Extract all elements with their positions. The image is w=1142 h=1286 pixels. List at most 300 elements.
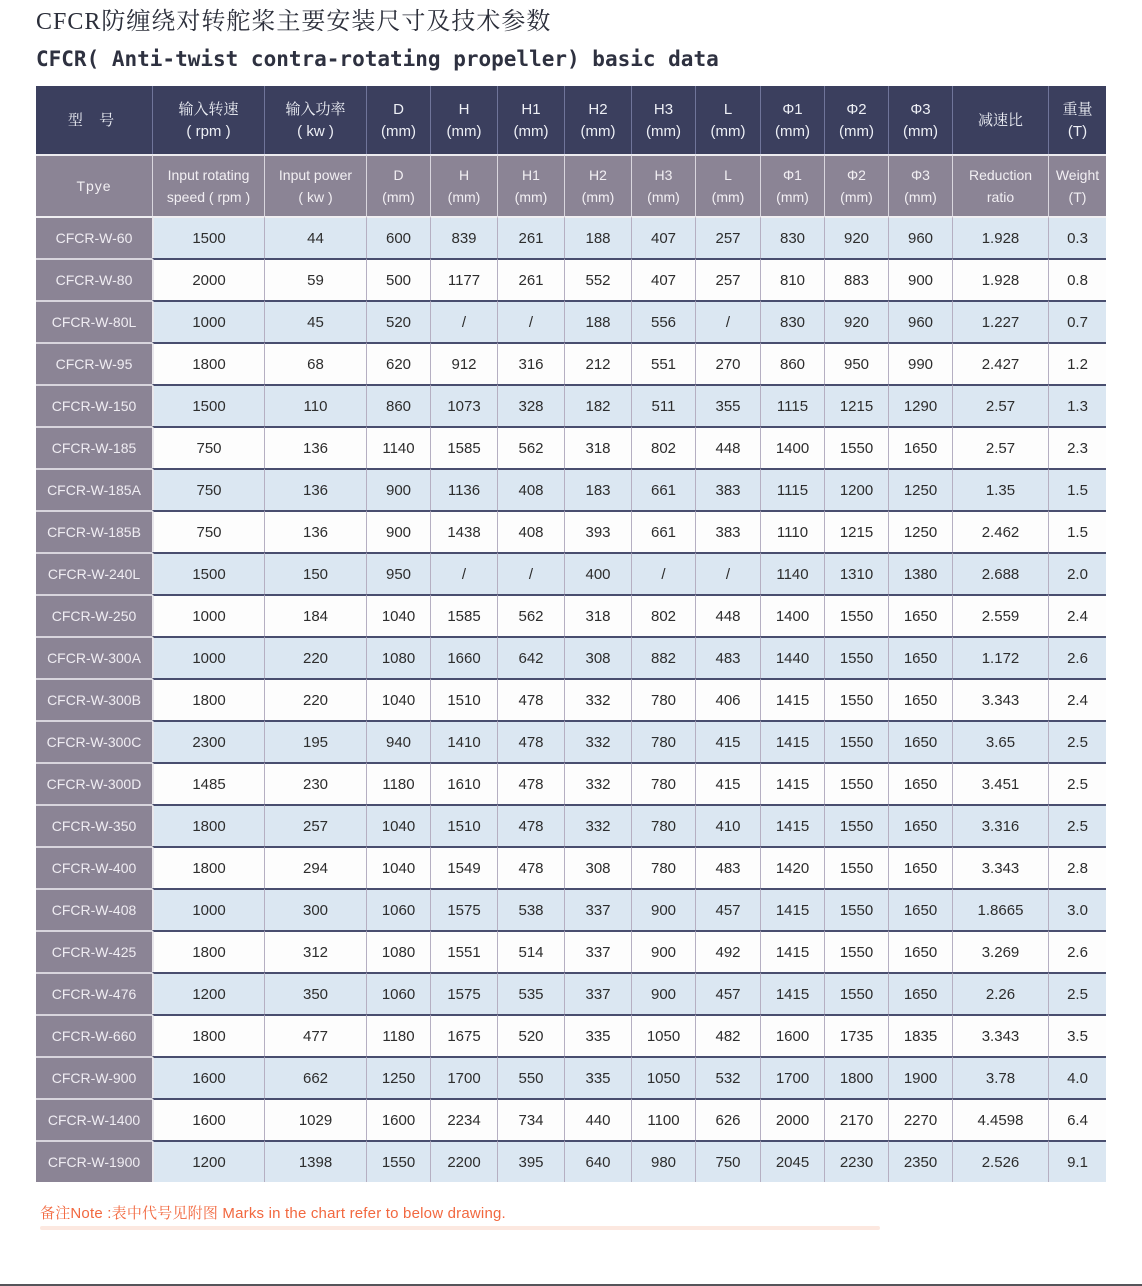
cell-l: /: [695, 552, 760, 594]
col-header-en-d: D (mm): [366, 154, 430, 216]
row-header-type: CFCR-W-150: [36, 384, 152, 426]
cell-phi2: 1550: [824, 426, 888, 468]
cell-input-power: 300: [264, 888, 366, 930]
header-row-en: [36, 154, 1106, 216]
cell-phi2: 950: [824, 342, 888, 384]
cell-h: 1575: [430, 972, 497, 1014]
cell-d: 900: [366, 510, 430, 552]
table-row: [36, 804, 1106, 846]
cell-h2: 393: [564, 510, 631, 552]
cell-phi1: 1700: [760, 1056, 824, 1098]
cell-h: 839: [430, 216, 497, 258]
cell-h1: 395: [497, 1140, 564, 1182]
col-header-cn-input-power: 输入功率 ( kw ): [264, 86, 366, 154]
cell-h2: 337: [564, 888, 631, 930]
cell-phi1: 1415: [760, 720, 824, 762]
table-row: [36, 1056, 1106, 1098]
cell-reduction-ratio: 3.65: [952, 720, 1048, 762]
cell-l: 482: [695, 1014, 760, 1056]
cell-h3: 802: [631, 594, 695, 636]
col-header-en-type: Tpye: [36, 154, 152, 216]
col-header-cn-h: H (mm): [430, 86, 497, 154]
cell-phi1: 1415: [760, 888, 824, 930]
cell-l: 483: [695, 846, 760, 888]
footnote-underline: [40, 1226, 880, 1230]
table-row: [36, 384, 1106, 426]
table-row: [36, 426, 1106, 468]
cell-d: 1040: [366, 804, 430, 846]
cell-h1: 550: [497, 1056, 564, 1098]
cell-d: 1040: [366, 678, 430, 720]
cell-phi3: 1250: [888, 468, 952, 510]
table-row: [36, 258, 1106, 300]
table-row: [36, 678, 1106, 720]
cell-phi3: 900: [888, 258, 952, 300]
col-header-en-phi1: Φ1 (mm): [760, 154, 824, 216]
cell-phi2: 1215: [824, 384, 888, 426]
cell-phi3: 1250: [888, 510, 952, 552]
cell-weight: 3.5: [1048, 1014, 1106, 1056]
cell-h1: 562: [497, 426, 564, 468]
cell-weight: 1.3: [1048, 384, 1106, 426]
cell-l: /: [695, 300, 760, 342]
row-header-type: CFCR-W-300D: [36, 762, 152, 804]
cell-h3: 551: [631, 342, 695, 384]
cell-reduction-ratio: 1.227: [952, 300, 1048, 342]
cell-h1: 734: [497, 1098, 564, 1140]
cell-phi1: 860: [760, 342, 824, 384]
row-header-type: CFCR-W-185: [36, 426, 152, 468]
table-row: [36, 888, 1106, 930]
cell-h: 1700: [430, 1056, 497, 1098]
cell-h1: 520: [497, 1014, 564, 1056]
row-header-type: CFCR-W-80: [36, 258, 152, 300]
cell-h2: 440: [564, 1098, 631, 1140]
cell-phi3: 1650: [888, 972, 952, 1014]
cell-h: 1610: [430, 762, 497, 804]
cell-weight: 2.4: [1048, 594, 1106, 636]
spec-table: [36, 86, 1106, 1182]
cell-weight: 2.5: [1048, 804, 1106, 846]
cell-d: 1040: [366, 846, 430, 888]
cell-h2: 308: [564, 636, 631, 678]
cell-input-power: 220: [264, 636, 366, 678]
cell-input-power: 136: [264, 510, 366, 552]
cell-input-speed: 1485: [152, 762, 264, 804]
cell-phi1: 1140: [760, 552, 824, 594]
table-row: [36, 846, 1106, 888]
table-row: [36, 594, 1106, 636]
cell-reduction-ratio: 2.26: [952, 972, 1048, 1014]
cell-h3: 780: [631, 846, 695, 888]
cell-l: 410: [695, 804, 760, 846]
cell-h: 1410: [430, 720, 497, 762]
cell-reduction-ratio: 4.4598: [952, 1098, 1048, 1140]
cell-h: 1073: [430, 384, 497, 426]
cell-d: 1060: [366, 972, 430, 1014]
cell-reduction-ratio: 3.78: [952, 1056, 1048, 1098]
cell-d: 1060: [366, 888, 430, 930]
cell-h1: 478: [497, 804, 564, 846]
cell-h1: 328: [497, 384, 564, 426]
cell-input-power: 662: [264, 1056, 366, 1098]
col-header-cn-h1: H1 (mm): [497, 86, 564, 154]
table-row: [36, 972, 1106, 1014]
cell-h2: 640: [564, 1140, 631, 1182]
cell-h3: 1100: [631, 1098, 695, 1140]
row-header-type: CFCR-W-1900: [36, 1140, 152, 1182]
row-header-type: CFCR-W-476: [36, 972, 152, 1014]
row-header-type: CFCR-W-300B: [36, 678, 152, 720]
cell-input-power: 68: [264, 342, 366, 384]
cell-phi3: 1650: [888, 762, 952, 804]
cell-h2: 188: [564, 300, 631, 342]
cell-phi1: 1400: [760, 426, 824, 468]
cell-reduction-ratio: 1.35: [952, 468, 1048, 510]
cell-input-power: 136: [264, 426, 366, 468]
cell-input-power: 1398: [264, 1140, 366, 1182]
col-header-cn-input-speed: 输入转速 ( rpm ): [152, 86, 264, 154]
cell-phi1: 1415: [760, 804, 824, 846]
cell-phi2: 1550: [824, 972, 888, 1014]
row-header-type: CFCR-W-80L: [36, 300, 152, 342]
cell-h3: 1050: [631, 1014, 695, 1056]
cell-weight: 2.3: [1048, 426, 1106, 468]
cell-d: 1140: [366, 426, 430, 468]
cell-weight: 4.0: [1048, 1056, 1106, 1098]
col-header-en-phi2: Φ2 (mm): [824, 154, 888, 216]
cell-phi3: 1650: [888, 804, 952, 846]
cell-phi3: 1900: [888, 1056, 952, 1098]
cell-h1: 478: [497, 720, 564, 762]
col-header-en-h3: H3 (mm): [631, 154, 695, 216]
cell-d: 600: [366, 216, 430, 258]
cell-input-speed: 2300: [152, 720, 264, 762]
cell-l: 626: [695, 1098, 760, 1140]
cell-h3: 1050: [631, 1056, 695, 1098]
col-header-cn-phi1: Φ1 (mm): [760, 86, 824, 154]
cell-phi1: 1600: [760, 1014, 824, 1056]
cell-phi3: 1650: [888, 846, 952, 888]
table-row: [36, 930, 1106, 972]
cell-phi3: 990: [888, 342, 952, 384]
cell-h3: 511: [631, 384, 695, 426]
cell-h: 1510: [430, 678, 497, 720]
cell-h1: /: [497, 552, 564, 594]
cell-h3: 980: [631, 1140, 695, 1182]
cell-h1: 535: [497, 972, 564, 1014]
cell-l: 406: [695, 678, 760, 720]
cell-input-power: 44: [264, 216, 366, 258]
cell-phi3: 1650: [888, 720, 952, 762]
cell-phi1: 2000: [760, 1098, 824, 1140]
cell-input-speed: 1600: [152, 1056, 264, 1098]
col-header-en-reduction-ratio: Reduction ratio: [952, 154, 1048, 216]
cell-phi3: 1380: [888, 552, 952, 594]
cell-h1: 478: [497, 762, 564, 804]
row-header-type: CFCR-W-240L: [36, 552, 152, 594]
cell-phi1: 1420: [760, 846, 824, 888]
cell-h3: 661: [631, 468, 695, 510]
cell-input-speed: 1500: [152, 216, 264, 258]
cell-l: 448: [695, 426, 760, 468]
cell-phi2: 1550: [824, 636, 888, 678]
cell-input-power: 195: [264, 720, 366, 762]
cell-h: 1438: [430, 510, 497, 552]
cell-h2: 335: [564, 1056, 631, 1098]
cell-phi2: 920: [824, 300, 888, 342]
cell-phi1: 1115: [760, 384, 824, 426]
cell-h2: 337: [564, 972, 631, 1014]
cell-weight: 1.2: [1048, 342, 1106, 384]
col-header-cn-h3: H3 (mm): [631, 86, 695, 154]
cell-input-speed: 1800: [152, 1014, 264, 1056]
cell-h1: 261: [497, 258, 564, 300]
cell-h1: 538: [497, 888, 564, 930]
cell-d: 1040: [366, 594, 430, 636]
cell-l: 483: [695, 636, 760, 678]
cell-h3: 882: [631, 636, 695, 678]
cell-input-power: 184: [264, 594, 366, 636]
col-header-en-h1: H1 (mm): [497, 154, 564, 216]
page-title-cn: CFCR防缠绕对转舵桨主要安装尺寸及技术参数: [36, 9, 552, 35]
cell-phi1: 1415: [760, 762, 824, 804]
cell-phi2: 920: [824, 216, 888, 258]
cell-input-power: 59: [264, 258, 366, 300]
cell-h2: 552: [564, 258, 631, 300]
cell-phi3: 960: [888, 216, 952, 258]
cell-h2: 318: [564, 594, 631, 636]
cell-input-power: 312: [264, 930, 366, 972]
cell-h1: 408: [497, 468, 564, 510]
cell-h: 2200: [430, 1140, 497, 1182]
cell-h2: 332: [564, 720, 631, 762]
cell-l: 383: [695, 510, 760, 552]
cell-phi1: 810: [760, 258, 824, 300]
cell-weight: 2.0: [1048, 552, 1106, 594]
cell-weight: 1.5: [1048, 510, 1106, 552]
cell-h1: 478: [497, 846, 564, 888]
cell-h3: 407: [631, 258, 695, 300]
cell-weight: 3.0: [1048, 888, 1106, 930]
cell-reduction-ratio: 2.462: [952, 510, 1048, 552]
cell-h: 1675: [430, 1014, 497, 1056]
cell-weight: 2.8: [1048, 846, 1106, 888]
cell-h2: 188: [564, 216, 631, 258]
cell-input-speed: 1800: [152, 342, 264, 384]
cell-d: 1180: [366, 1014, 430, 1056]
cell-phi2: 1550: [824, 804, 888, 846]
cell-h1: 642: [497, 636, 564, 678]
cell-reduction-ratio: 3.269: [952, 930, 1048, 972]
cell-reduction-ratio: 2.526: [952, 1140, 1048, 1182]
cell-weight: 2.5: [1048, 762, 1106, 804]
col-header-cn-l: L (mm): [695, 86, 760, 154]
cell-h3: 661: [631, 510, 695, 552]
cell-h1: 478: [497, 678, 564, 720]
cell-l: 750: [695, 1140, 760, 1182]
cell-l: 415: [695, 762, 760, 804]
cell-weight: 2.5: [1048, 720, 1106, 762]
col-header-cn-phi2: Φ2 (mm): [824, 86, 888, 154]
cell-weight: 2.4: [1048, 678, 1106, 720]
cell-l: 270: [695, 342, 760, 384]
table-row: [36, 468, 1106, 510]
cell-h2: 183: [564, 468, 631, 510]
cell-h: 1136: [430, 468, 497, 510]
cell-phi3: 960: [888, 300, 952, 342]
cell-input-speed: 1800: [152, 678, 264, 720]
cell-h2: 332: [564, 678, 631, 720]
cell-phi2: 1200: [824, 468, 888, 510]
cell-phi2: 1550: [824, 762, 888, 804]
cell-phi1: 1400: [760, 594, 824, 636]
cell-h2: 335: [564, 1014, 631, 1056]
page-title-en: CFCR( Anti-twist contra-rotating propeller) basic data: [36, 47, 719, 71]
cell-h2: 308: [564, 846, 631, 888]
cell-h: 1551: [430, 930, 497, 972]
cell-l: 448: [695, 594, 760, 636]
cell-reduction-ratio: 1.172: [952, 636, 1048, 678]
cell-h3: 900: [631, 972, 695, 1014]
cell-phi2: 1550: [824, 678, 888, 720]
cell-h: 1177: [430, 258, 497, 300]
cell-h: /: [430, 300, 497, 342]
cell-phi3: 1650: [888, 426, 952, 468]
cell-phi1: 830: [760, 216, 824, 258]
cell-phi3: 1835: [888, 1014, 952, 1056]
cell-h1: 562: [497, 594, 564, 636]
col-header-cn-phi3: Φ3 (mm): [888, 86, 952, 154]
cell-reduction-ratio: 3.451: [952, 762, 1048, 804]
cell-d: 940: [366, 720, 430, 762]
cell-h: /: [430, 552, 497, 594]
col-header-en-l: L (mm): [695, 154, 760, 216]
cell-l: 415: [695, 720, 760, 762]
cell-h: 1660: [430, 636, 497, 678]
cell-reduction-ratio: 2.688: [952, 552, 1048, 594]
cell-phi3: 1650: [888, 888, 952, 930]
cell-d: 860: [366, 384, 430, 426]
cell-phi3: 1650: [888, 594, 952, 636]
row-header-type: CFCR-W-400: [36, 846, 152, 888]
cell-l: 492: [695, 930, 760, 972]
table-row: [36, 1140, 1106, 1182]
cell-d: 500: [366, 258, 430, 300]
table-row: [36, 636, 1106, 678]
table-row: [36, 1014, 1106, 1056]
cell-h2: 332: [564, 804, 631, 846]
cell-phi3: 2270: [888, 1098, 952, 1140]
cell-h2: 337: [564, 930, 631, 972]
cell-phi1: 2045: [760, 1140, 824, 1182]
cell-h: 1585: [430, 426, 497, 468]
col-header-cn-type: 型 号: [36, 86, 152, 154]
table-row: [36, 552, 1106, 594]
cell-weight: 0.7: [1048, 300, 1106, 342]
header-row-cn: [36, 86, 1106, 154]
cell-weight: 0.3: [1048, 216, 1106, 258]
cell-input-power: 477: [264, 1014, 366, 1056]
row-header-type: CFCR-W-350: [36, 804, 152, 846]
cell-d: 1080: [366, 930, 430, 972]
cell-h3: 407: [631, 216, 695, 258]
cell-phi2: 2170: [824, 1098, 888, 1140]
cell-reduction-ratio: 2.559: [952, 594, 1048, 636]
cell-h: 2234: [430, 1098, 497, 1140]
row-header-type: CFCR-W-185A: [36, 468, 152, 510]
cell-l: 457: [695, 972, 760, 1014]
cell-reduction-ratio: 3.343: [952, 678, 1048, 720]
cell-input-speed: 1000: [152, 300, 264, 342]
cell-weight: 2.6: [1048, 636, 1106, 678]
cell-d: 1180: [366, 762, 430, 804]
cell-input-power: 230: [264, 762, 366, 804]
row-header-type: CFCR-W-660: [36, 1014, 152, 1056]
cell-phi3: 1650: [888, 678, 952, 720]
cell-h3: 780: [631, 720, 695, 762]
cell-l: 257: [695, 216, 760, 258]
cell-input-power: 1029: [264, 1098, 366, 1140]
cell-input-speed: 1800: [152, 804, 264, 846]
cell-h3: 900: [631, 930, 695, 972]
cell-h1: 261: [497, 216, 564, 258]
cell-input-power: 45: [264, 300, 366, 342]
col-header-cn-d: D (mm): [366, 86, 430, 154]
cell-h2: 318: [564, 426, 631, 468]
cell-input-power: 294: [264, 846, 366, 888]
cell-h1: /: [497, 300, 564, 342]
cell-h2: 332: [564, 762, 631, 804]
cell-phi2: 1800: [824, 1056, 888, 1098]
cell-phi2: 1550: [824, 720, 888, 762]
cell-phi2: 1735: [824, 1014, 888, 1056]
cell-phi2: 883: [824, 258, 888, 300]
cell-h2: 212: [564, 342, 631, 384]
cell-input-speed: 1600: [152, 1098, 264, 1140]
footnote: 备注Note :表中代号见附图 Marks in the chart refer to below drawing.: [40, 1205, 506, 1222]
cell-h2: 400: [564, 552, 631, 594]
cell-input-speed: 1200: [152, 1140, 264, 1182]
cell-phi2: 1550: [824, 846, 888, 888]
cell-h: 1575: [430, 888, 497, 930]
cell-input-speed: 1000: [152, 888, 264, 930]
cell-h3: 900: [631, 888, 695, 930]
col-header-en-input-power: Input power ( kw ): [264, 154, 366, 216]
row-header-type: CFCR-W-1400: [36, 1098, 152, 1140]
cell-weight: 0.8: [1048, 258, 1106, 300]
col-header-en-h: H (mm): [430, 154, 497, 216]
cell-input-power: 350: [264, 972, 366, 1014]
row-header-type: CFCR-W-60: [36, 216, 152, 258]
cell-h3: 780: [631, 678, 695, 720]
cell-l: 383: [695, 468, 760, 510]
table-row: [36, 762, 1106, 804]
cell-reduction-ratio: 2.427: [952, 342, 1048, 384]
cell-input-power: 150: [264, 552, 366, 594]
cell-d: 1600: [366, 1098, 430, 1140]
cell-phi1: 1440: [760, 636, 824, 678]
col-header-en-phi3: Φ3 (mm): [888, 154, 952, 216]
cell-reduction-ratio: 3.343: [952, 846, 1048, 888]
cell-input-speed: 1200: [152, 972, 264, 1014]
cell-input-speed: 2000: [152, 258, 264, 300]
cell-phi1: 1115: [760, 468, 824, 510]
row-header-type: CFCR-W-408: [36, 888, 152, 930]
cell-h: 1585: [430, 594, 497, 636]
cell-phi3: 2350: [888, 1140, 952, 1182]
cell-phi1: 1110: [760, 510, 824, 552]
